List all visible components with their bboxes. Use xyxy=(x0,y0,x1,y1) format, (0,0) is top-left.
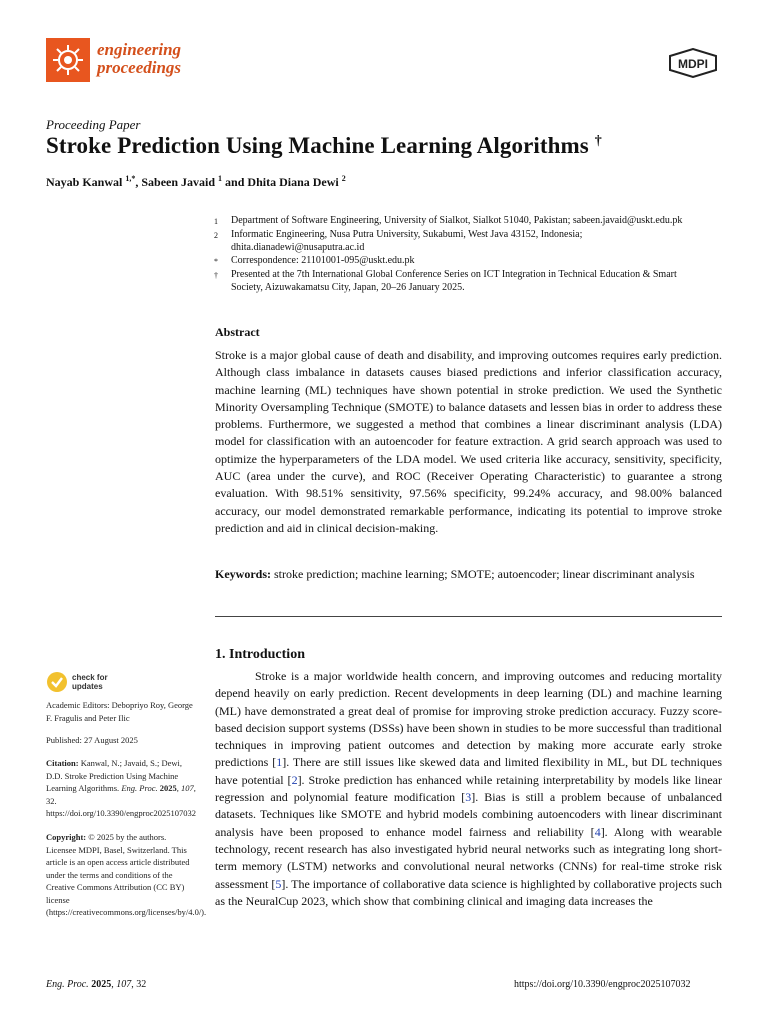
copyright-label: Copyright: xyxy=(46,832,87,842)
mdpi-logo-icon xyxy=(666,48,720,78)
affiliation-mark: † xyxy=(214,271,218,280)
affiliation-mark: 1 xyxy=(214,217,218,226)
reference-link[interactable]: 3 xyxy=(465,790,472,805)
mdpi-logo-text: MDPI xyxy=(678,57,708,71)
author-affil-mark: 1 xyxy=(218,174,223,183)
footer-journal: Eng. Proc. xyxy=(46,979,89,990)
paper-title-text: Stroke Prediction Using Machine Learning Algorithms xyxy=(46,133,589,158)
affiliation-text: Presented at the 7th International Global Conference Series on ICT Integration in Technical Education & Smart Society, Aizuwakamatsu City, Japan, 20–26 January 2025. xyxy=(231,269,677,293)
published-value: 27 August 2025 xyxy=(84,735,138,745)
check-for-updates-badge[interactable] xyxy=(46,671,108,693)
title-footnote-mark[interactable]: † xyxy=(594,133,602,149)
author-separator: and xyxy=(222,175,248,189)
keywords-text: stroke prediction; machine learning; SMOTE; autoencoder; linear discriminant analysis xyxy=(274,567,695,581)
footer-year: 2025 xyxy=(91,979,112,990)
editors-label: Academic Editors: xyxy=(46,700,112,710)
abstract-text: Stroke is a major global cause of death and disability, and improving outcomes requires early prediction. Although class imbalance in datasets causes biased predictions and inferior classification accuracy, machine learning (ML) techniques have shown potential in stroke prediction. We used the Synthetic Minority Oversampling Technique (SMOTE) to balance datasets and lessen bias in order to address these problems. Furthermore, we suggested a method that combines a linear discriminant analysis (LDA) model for classification with an autoencoder for feature extraction. A grid search approach was used to optimize the hyperparameters of the LDA model. We used criteria like accuracy, sensitivity, specificity, AUC (area under the curve), and ROC (Receiver Operating Characteristic) to guarantee a strong evaluation. With 98.51% sensitivity, 97.56% specificity, 99.24% accuracy, and 98.00% balanced accuracy, our model demonstrated remarkable performance, indicating its potential to improve stroke prediction and aid in clinical decision-making. xyxy=(215,348,722,535)
affiliation-mark: 2 xyxy=(214,231,218,240)
reference-link[interactable]: 5 xyxy=(275,876,282,891)
footer-doi-link[interactable]: https://doi.org/10.3390/engproc2025107032 xyxy=(514,979,691,990)
author-name[interactable]: Dhita Diana Dewi xyxy=(247,175,339,189)
academic-editors xyxy=(46,699,196,724)
journal-logo xyxy=(46,38,90,82)
journal-name-line2: proceedings xyxy=(97,58,182,77)
author-name[interactable]: Nayab Kanwal xyxy=(46,175,123,189)
journal-name-line1: engineering xyxy=(97,40,182,59)
citation: Citation: Kanwal, N.; Javaid, S.; Dewi, D.D. Stroke Prediction Using Machine Learning Algorithms. Eng. Proc. 2025, 107, 32. https://doi.org/10.3390/engproc2025107032 xyxy=(46,758,197,818)
affiliation-item xyxy=(214,254,684,268)
reference-link[interactable]: 1 xyxy=(276,755,283,770)
footer-citation: Eng. Proc. 2025, 107, 32 xyxy=(46,979,147,990)
citation-label: Citation: xyxy=(46,758,79,768)
mdpi-logo[interactable] xyxy=(666,48,720,78)
journal-name[interactable] xyxy=(97,41,181,77)
editors-names: Debopriyo Roy, George F. Fragulis and Peter Ilic xyxy=(46,700,193,723)
paper-title xyxy=(46,133,602,159)
abstract-heading: Abstract xyxy=(215,325,260,339)
citation-text: Kanwal, N.; Javaid, S.; Dewi, D.D. Stroke Prediction Using Machine Learning Algorithms. xyxy=(46,758,182,793)
affiliations xyxy=(214,214,684,294)
affiliation-text: Correspondence: 21101001-095@uskt.edu.pk xyxy=(231,255,415,266)
reference-link[interactable]: 4 xyxy=(594,824,601,839)
check-line1: check for xyxy=(72,673,108,682)
affiliation-item xyxy=(214,228,684,254)
copyright-text: © 2025 by the authors. Licensee MDPI, Basel, Switzerland. This article is an open access article distributed under the terms and conditions of the Creative Commons Attribution (CC BY) license (https://creativecommons.org/licenses/by/4.0/). xyxy=(46,832,207,917)
author-affil-mark: 1,* xyxy=(125,174,136,183)
affiliation-text: Department of Software Engineering, University of Sialkot, Sialkot 51040, Pakistan; sabeen.javaid@uskt.edu.pk xyxy=(231,215,683,226)
author-name[interactable]: Sabeen Javaid xyxy=(141,175,216,189)
affiliation-item xyxy=(214,268,684,294)
section-heading-introduction: 1. Introduction xyxy=(215,647,305,662)
author-list xyxy=(46,174,346,190)
author-affil-mark: 2 xyxy=(341,174,346,183)
keywords xyxy=(215,566,722,583)
affiliation-text: Informatic Engineering, Nusa Putra University, Sukabumi, West Java 43152, Indonesia; dhita.dianadewi@nusaputra.ac.id xyxy=(231,229,583,253)
check-updates-icon xyxy=(46,671,68,693)
gear-icon xyxy=(51,43,85,77)
keywords-label: Keywords: xyxy=(215,567,271,581)
reference-link[interactable]: 2 xyxy=(291,772,298,787)
citation-volume: 107 xyxy=(180,783,194,793)
copyright xyxy=(46,831,207,919)
footer-volume: 107 xyxy=(116,979,132,990)
affiliation-mark: * xyxy=(214,257,218,266)
citation-doi[interactable]: , 32. https://doi.org/10.3390/engproc2025107032 xyxy=(46,783,197,818)
published-date xyxy=(46,734,196,747)
section-divider xyxy=(215,616,722,617)
citation-journal: Eng. Proc. xyxy=(121,783,158,793)
author-separator: , xyxy=(135,175,142,189)
check-line2: updates xyxy=(72,682,103,691)
citation-year: 2025 xyxy=(159,783,177,793)
footer-article: , 32 xyxy=(131,979,147,990)
paper-type: Proceeding Paper xyxy=(46,117,141,132)
published-label: Published: xyxy=(46,735,85,745)
affiliation-item xyxy=(214,214,684,228)
introduction-text: Stroke is a major worldwide health concern, and improving outcomes and reducing mortality depend heavily on early prediction. Recent developments in deep learning (DL) and machine learning (ML) have demonstrated a great deal of promise for improving stroke prediction accuracy. Fuzzy score-based decision support systems (DSSs) have been shown in studies to be more successful than traditional techniques in improving patient outcomes and detection by making more accurate early stroke predictions [1]. There are still issues like skewed data and limited flexibility in ML, but DL techniques have potential [2]. Stroke prediction has enhanced while retaining interpretability by models like linear regression and polynomial feature modification [3]. Bias is still a problem because of unbalanced datasets. Techniques like SMOTE and hybrid models combining autoencoders with linear discriminant analysis have been proposed to enhance model fairness and reliability [4]. Along with wearable technology, recent research has also investigated hybrid neural networks such as integrating long short-term memory (LSTM) networks and convolutional neural networks (CNNs) for real-time stroke risk assessment [5]. The importance of collaborative data science is highlighted by collaborative projects such as the NeuralCup 2023, which show that combining clinical and imaging data increases the xyxy=(215,669,722,908)
